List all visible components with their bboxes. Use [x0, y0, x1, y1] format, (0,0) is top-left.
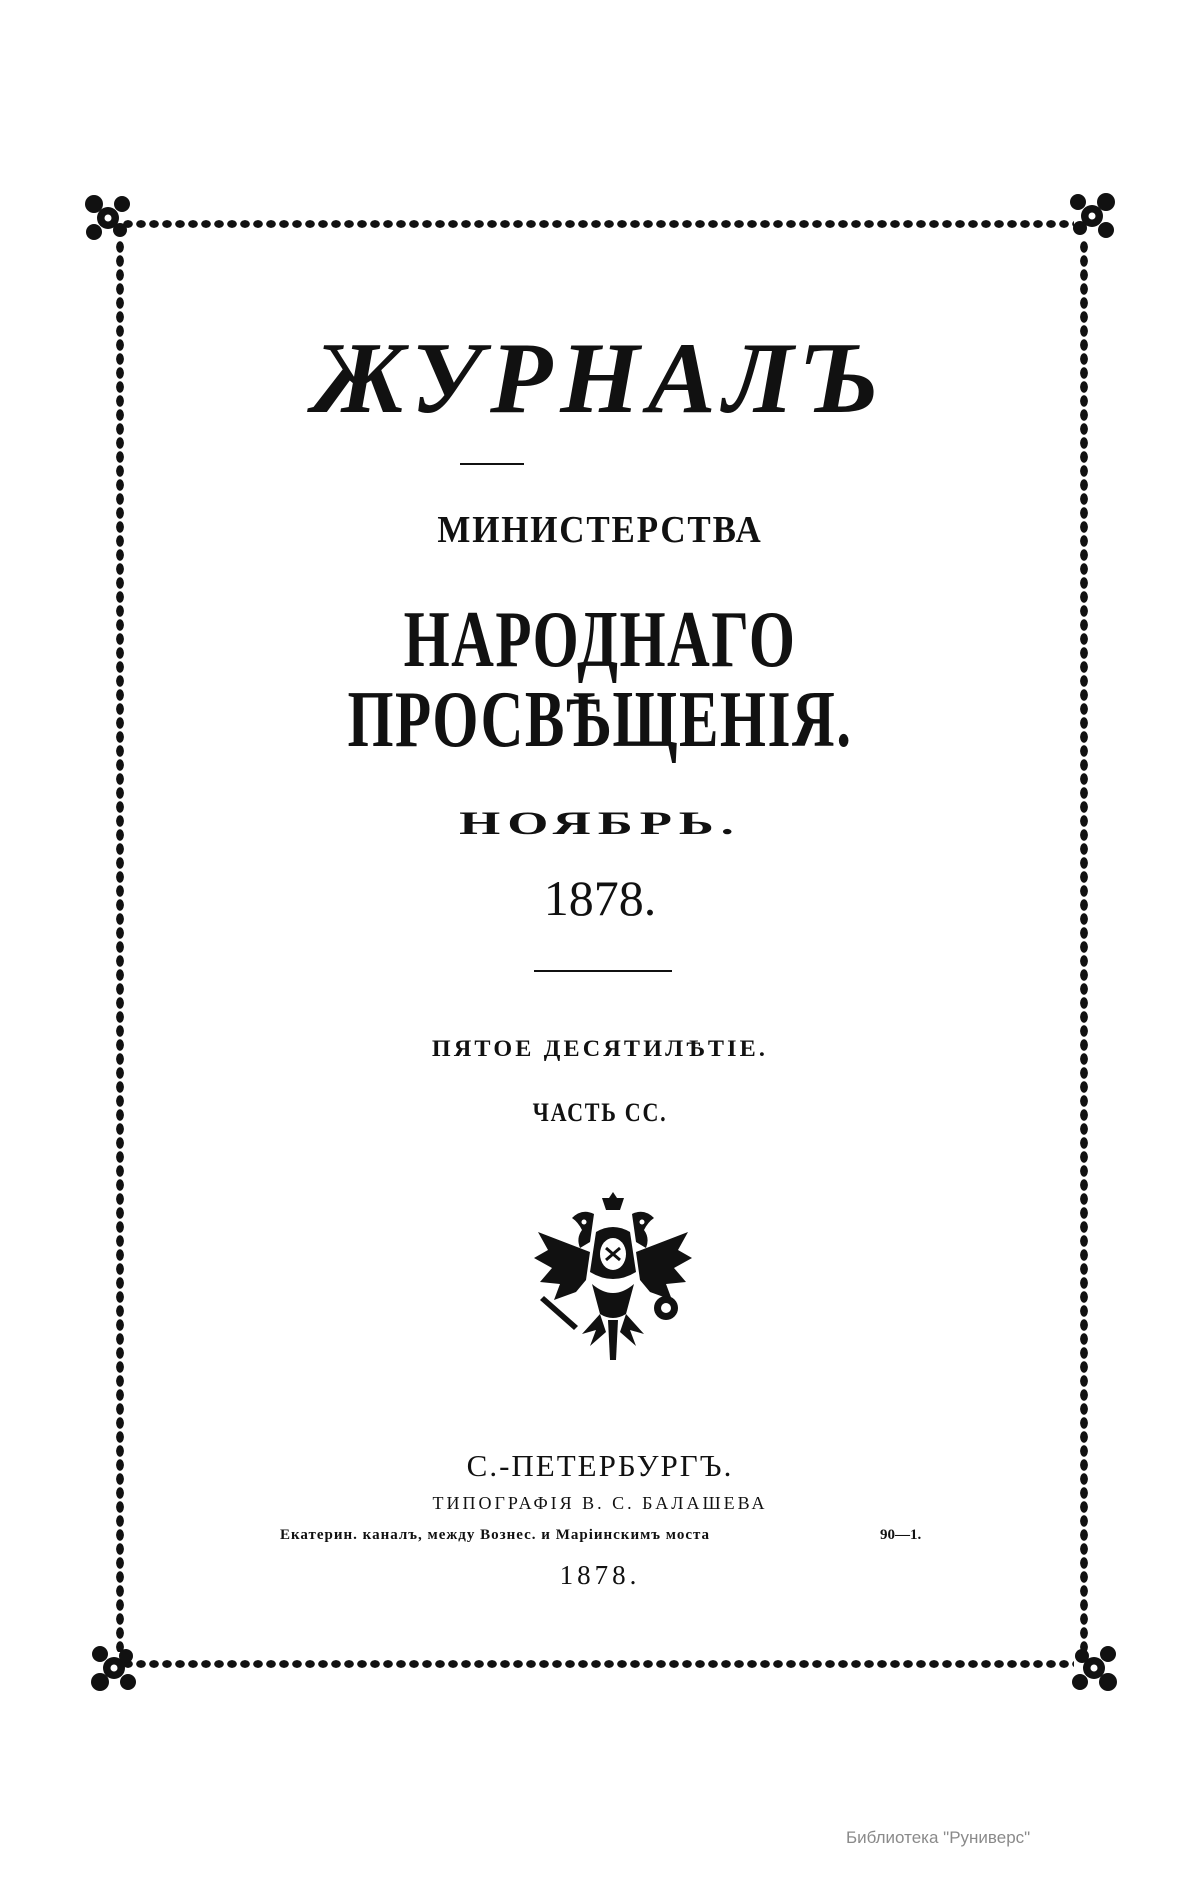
issue-rule	[534, 970, 672, 972]
corner-ornament-bottom-left	[86, 1640, 142, 1696]
corner-ornament-bottom-right	[1066, 1640, 1122, 1696]
issue-month: НОЯБРЬ.	[459, 804, 741, 841]
issue-year: 1878.	[543, 870, 657, 926]
subtitle-ministry: МИНИСТЕРСТВА	[437, 509, 763, 551]
imprint-city: С.-ПЕТЕРБУРГЪ.	[466, 1448, 734, 1483]
imprint-printer: ТИПОГРАФІЯ В. С. БАЛАШЕВА	[432, 1493, 768, 1513]
library-watermark: Библиотека "Руниверс"	[846, 1828, 1031, 1847]
border-right	[1077, 240, 1091, 1652]
border-top	[122, 218, 1074, 230]
corner-ornament-top-left	[80, 190, 136, 246]
corner-ornament-top-right	[1064, 188, 1120, 244]
journal-title: ЖУРНАЛЪ	[312, 322, 888, 435]
title-rule	[460, 463, 524, 465]
imprint-address-number: 90—1.	[880, 1527, 922, 1543]
border-left	[113, 240, 127, 1652]
double-headed-eagle-emblem	[530, 1192, 696, 1368]
imprint-address: Екатерин. каналъ, между Вознес. и Маріинскимъ моста	[280, 1527, 711, 1543]
subtitle-enlightenment: НАРОДНАГО ПРОСВѢЩЕНІЯ.	[347, 596, 853, 764]
imprint-year: 1878.	[559, 1560, 641, 1590]
border-bottom	[122, 1658, 1074, 1670]
decade-label: ПЯТОЕ ДЕСЯТИЛѢТІЕ.	[431, 1036, 769, 1061]
part-label: ЧАСТЬ СС.	[532, 1098, 668, 1127]
